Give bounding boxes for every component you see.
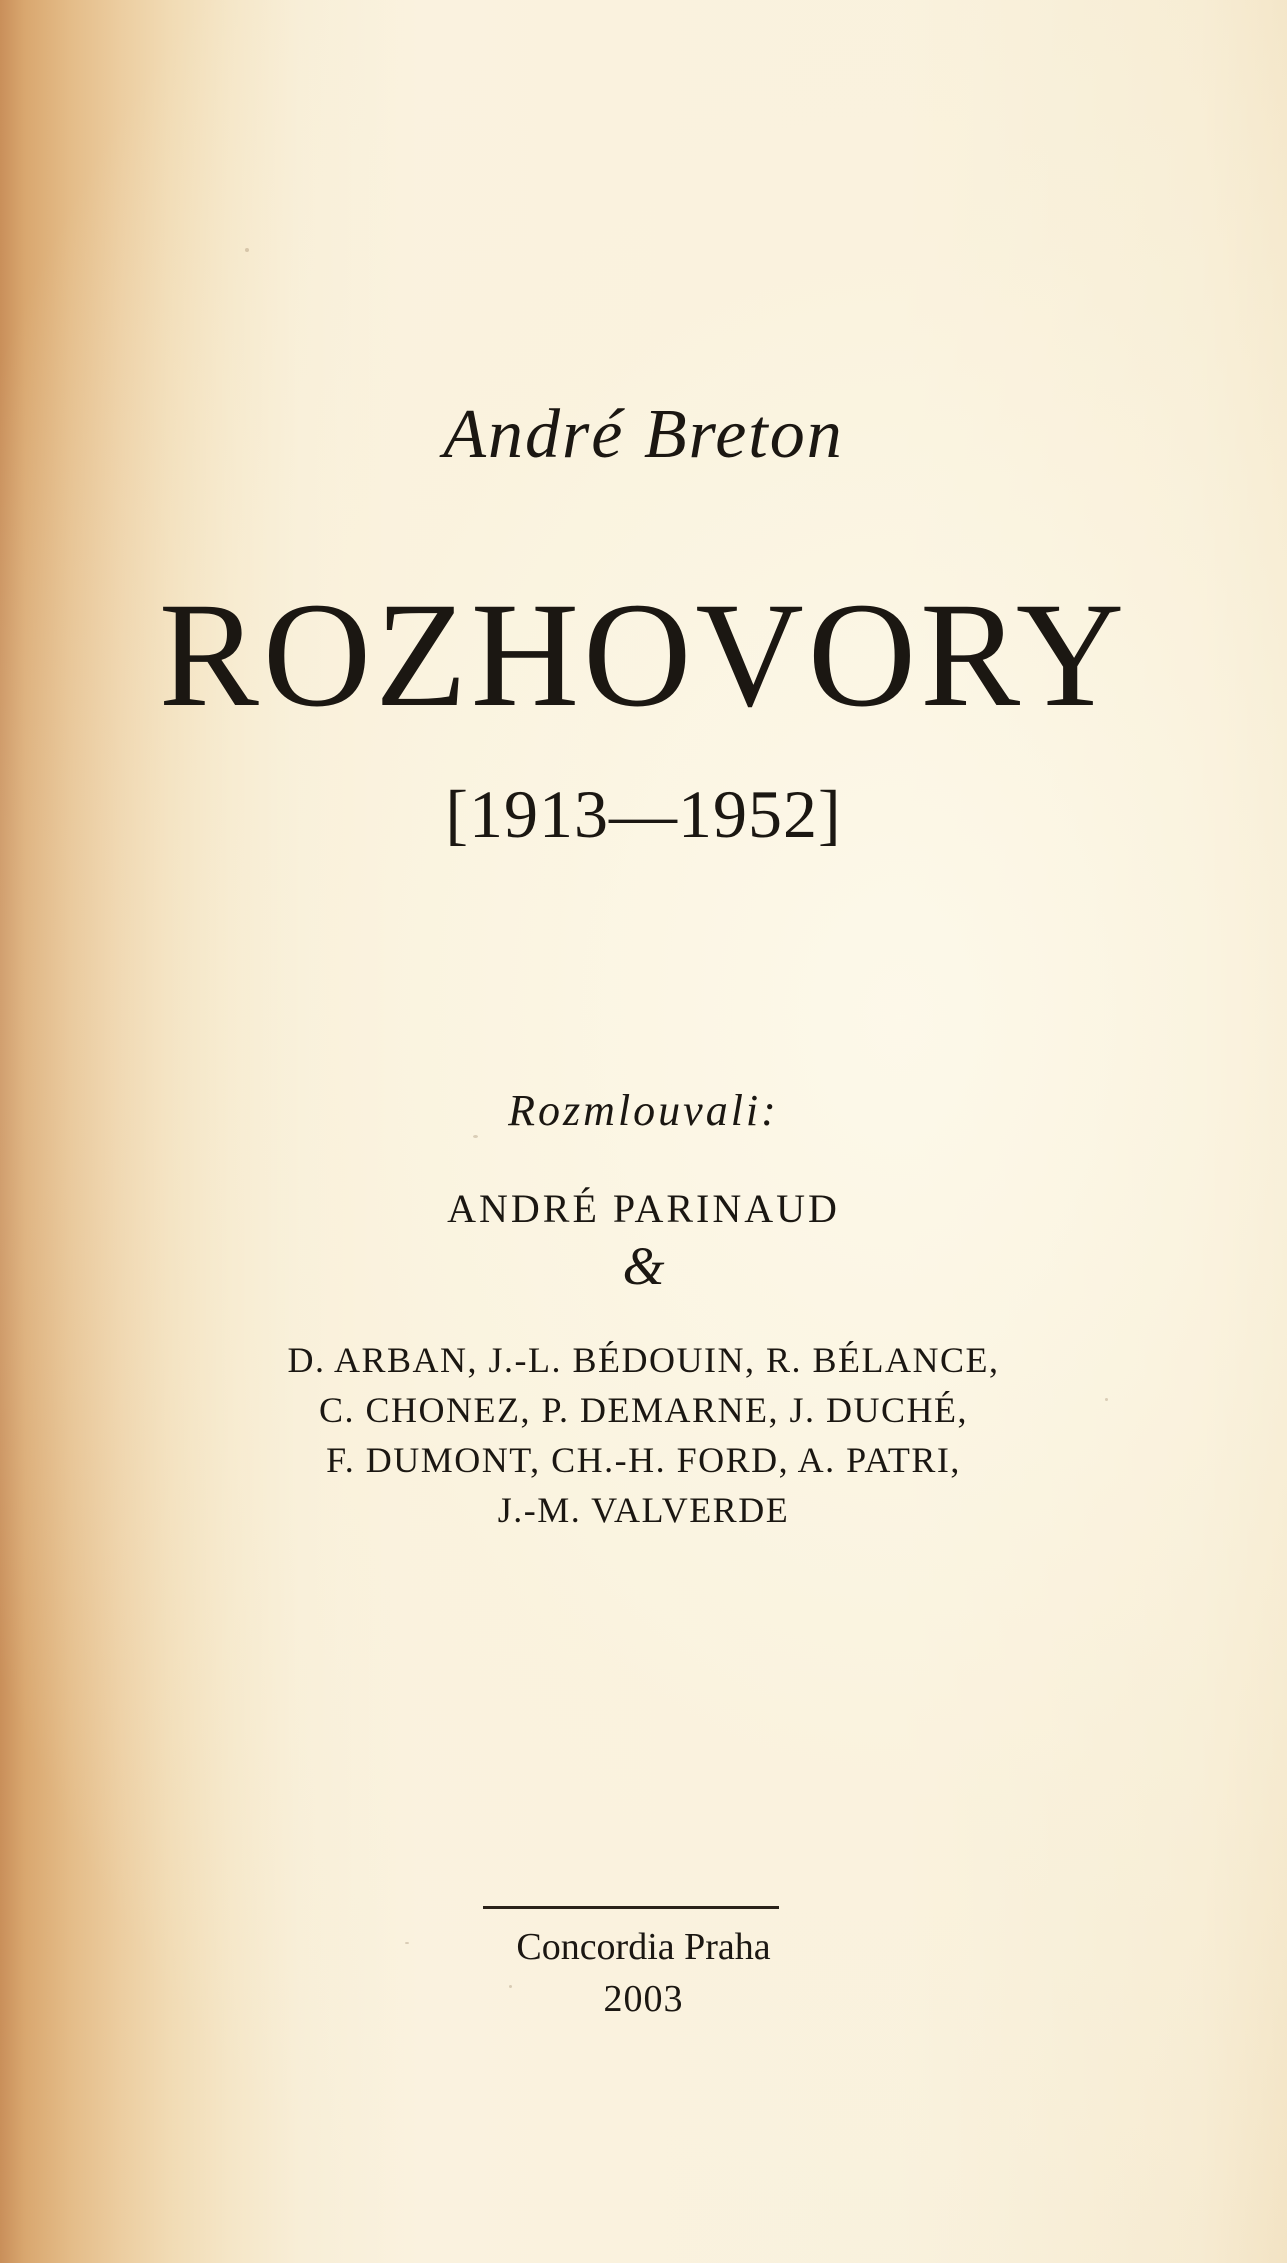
book-title: ROZHOVORY	[158, 572, 1129, 738]
ampersand: &	[622, 1236, 665, 1296]
paper-speck	[245, 248, 249, 252]
main-interviewer: ANDRÉ PARINAUD	[447, 1186, 840, 1231]
year-range: [1913—1952]	[445, 776, 842, 852]
participants-line: D. ARBAN, J.-L. BÉDOUIN, R. BÉLANCE,	[287, 1340, 1000, 1380]
participants-line: F. DUMONT, CH.-H. FORD, A. PATRI,	[326, 1440, 961, 1480]
participants-line: J.-M. VALVERDE	[497, 1490, 790, 1530]
conversation-label: Rozmlouvali:	[508, 1086, 779, 1135]
publisher-divider	[483, 1906, 779, 1909]
publisher-name: Concordia Praha	[516, 1926, 771, 1968]
author-name: André Breton	[443, 396, 844, 473]
publication-year: 2003	[603, 1978, 684, 2020]
participants-list	[0, 1335, 1287, 1535]
participants-line: C. CHONEZ, P. DEMARNE, J. DUCHÉ,	[318, 1390, 969, 1430]
